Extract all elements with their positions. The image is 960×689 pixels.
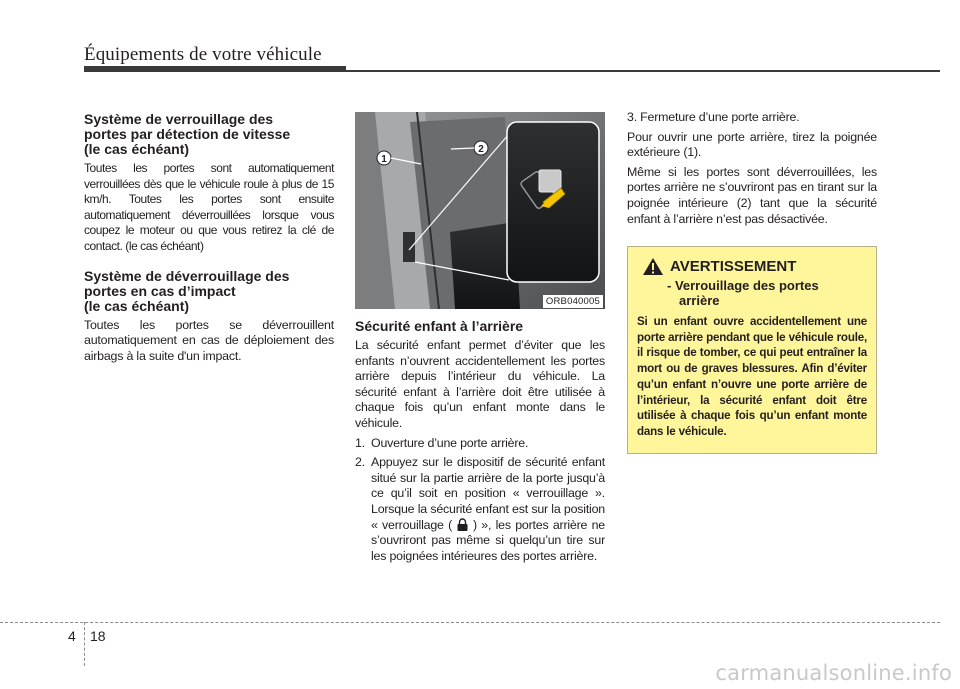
warning-box [627, 246, 877, 454]
child-lock-steps [355, 436, 605, 565]
watermark: carmanualsonline.info [715, 661, 952, 685]
lock-icon [456, 518, 469, 531]
callout-2: 2 [478, 144, 484, 155]
warning-title: AVERTISSEMENT [670, 258, 797, 275]
callout-1: 1 [381, 154, 387, 165]
footer-divider [84, 622, 85, 666]
column-3 [627, 110, 877, 227]
column-1 [84, 112, 334, 364]
speed-lock-text: Toutes les portes sont automatiquement verrouillées dès que le véhicule roule à plus de 15 km/h. Toutes les portes sont ensuite automatiquement déverrouillées lorsque vous coupez le moteur ou que vous retirez la clé de contact. (le cas échéant) [84, 161, 334, 253]
section-title-speed-lock: Système de verrouillage des portes par détection de vitesse (le cas échéant) [84, 111, 291, 157]
warning-body: Si un enfant ouvre accidentellement une porte arrière pendant que le véhicule roule, il risque de tomber, ce qui peut entraîner la mort ou de graves blessures. Afin d’éviter qu’un enfant n’ouvre une porte arrière de l’intérieur, la sécurité enfant doit être utilisée à chaque fois qu’un enfant monte dans le véhicule. [637, 315, 867, 438]
warning-header [637, 257, 867, 276]
footer-rule [0, 622, 940, 623]
warning-subtitle: - Verrouillage des portes arrière [667, 278, 819, 308]
step-2: 2. Appuyez sur le dispositif de sécurité enfant situé sur la partie arrière de la porte jusqu’à ce qu’il soit en position « verrouillage ». Lorsque la sécurité enfant est sur la position « verrouillage ( ) », les portes arrière ne s’ouvriront pas même si quelqu’un tire sur les poignées intérieures des portes arrière. [355, 455, 605, 563]
step-1: 1. Ouverture d’une porte arrière. [355, 435, 529, 450]
header-title: Équipements de votre véhicule [84, 44, 322, 65]
door-illustration [355, 112, 605, 309]
section-title-impact-unlock: Système de déverrouillage des portes en cas d’impact (le cas échéant) [84, 267, 290, 314]
warning-triangle-icon [642, 257, 664, 276]
section-title-child-lock: Sécurité enfant à l’arrière [355, 318, 524, 334]
chapter-number: 4 [68, 628, 76, 644]
inner-handle-text: Même si les portes sont déverrouillées, les portes arrière ne s’ouvriront pas en tirant sur la poignée intérieure (2) tant que la sécurité enfant à l’arrière n’est pas désactivée. [627, 164, 877, 226]
door-child-lock-figure [355, 112, 605, 309]
outer-handle-text: Pour ouvrir une porte arrière, tirez la poignée extérieure (1). [627, 129, 877, 160]
child-lock-intro: La sécurité enfant permet d’éviter que les enfants n’ouvrent accidentellement les portes arrière depuis l’intérieur du véhicule. La sécurité enfant à l’arrière doit être utilisée à chaque fois qu’un enfant monte dans le véhicule. [355, 338, 605, 430]
page-number: 18 [90, 628, 106, 644]
header-rule [84, 70, 940, 72]
step-3: 3. Fermeture d’une porte arrière. [627, 110, 800, 124]
column-2 [355, 112, 605, 564]
impact-unlock-text: Toutes les portes se déverrouillent automatiquement en cas de déploiement des airbags à la suite d'un impact. [84, 317, 334, 363]
figure-code: ORB040005 [543, 295, 603, 308]
